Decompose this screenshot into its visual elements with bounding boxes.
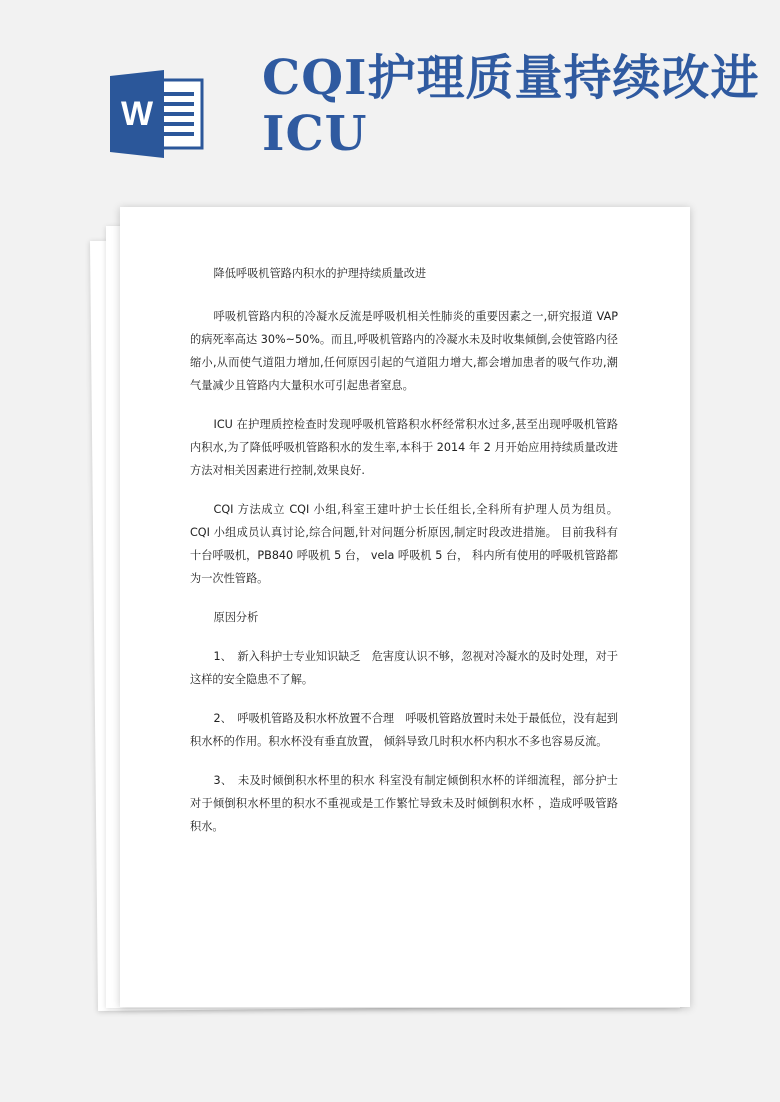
document-heading: 降低呼吸机管路内积水的护理持续质量改进 [213, 267, 427, 280]
document-page [120, 207, 690, 1007]
list-item: 3、 未及时倾倒积水杯里的积水 科室没有制定倾倒积水杯的详细流程，部分护士对于倾倒积水杯里的积水不重视或是工作繁忙导致未及时倾倒积水杯 ，造成呼吸管路积水。 [190, 774, 618, 833]
list-item: 1、 新入科护士专业知识缺乏 危害度认识不够，忽视对冷凝水的及时处理，对于这样的安全隐患不了解。 [190, 650, 618, 686]
list-item: 2、 呼吸机管路及积水杯放置不合理 呼吸机管路放置时未处于最低位，没有起到积水杯的作用。积水杯没有垂直放置， 倾斜导致几时积水杯内积水不多也容易反流。 [190, 712, 618, 748]
document-body [190, 262, 618, 854]
section-heading: 原因分析 [213, 611, 259, 624]
page-title: CQI护理质量持续改进ICU [262, 50, 760, 162]
header [0, 0, 780, 200]
word-icon [110, 70, 206, 158]
paragraph: CQI 方法成立 CQI 小组,科室王建叶护士长任组长,全科所有护理人员为组员。 CQI 小组成员认真讨论,综合问题,针对问题分析原因,制定时段改进措施。 目前我科有十台呼吸机，PB840 呼吸机 5 台， vela 呼吸机 5 台， 科内所有使用的呼吸机管路都为一次性管路。 [190, 503, 618, 585]
paragraph: ICU 在护理质控检查时发现呼吸机管路积水杯经常积水过多,甚至出现呼吸机管路内积水,为了降低呼吸机管路积水的发生率,本科于 2014 年 2 月开始应用持续质量改进方法对相关因素进行控制,效果良好. [190, 418, 618, 477]
paragraph: 呼吸机管路内积的冷凝水反流是呼吸机相关性肺炎的重要因素之一,研究报道 VAP 的病死率高达 30%~50%。而且,呼吸机管路内的冷凝水未及时收集倾倒,会使管路内径缩小,从而使气道阻力增加,任何原因引起的气道阻力增大,都会增加患者的吸气作功,潮气量减少且管路内大量积水可引起患者窒息。 [190, 310, 618, 392]
svg-text:W: W [120, 95, 154, 133]
